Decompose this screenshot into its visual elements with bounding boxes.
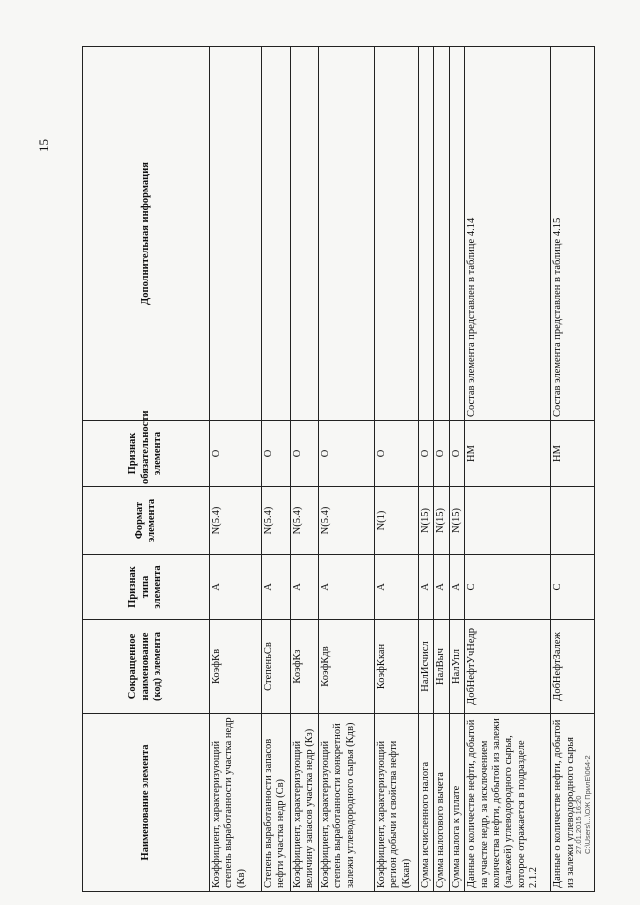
cell-type: С — [465, 555, 551, 620]
cell-format — [465, 487, 551, 555]
cell-required: О — [319, 421, 375, 487]
table-row — [319, 47, 375, 892]
table-row — [419, 47, 434, 892]
cell-name: Сумма налога к уплате — [449, 714, 464, 892]
cell-info — [434, 47, 449, 421]
cell-code: НалУпл — [449, 620, 464, 714]
cell-type: А — [210, 555, 262, 620]
cell-required: О — [210, 421, 262, 487]
table-row — [375, 47, 419, 892]
footer-timestamp: 27.01.2015 16:20 — [574, 795, 583, 854]
cell-name: Коэффициент, характеризующий величину запасов участка недр (Кз) — [291, 714, 319, 892]
cell-required: О — [449, 421, 464, 487]
table-row — [262, 47, 291, 892]
cell-required: О — [375, 421, 419, 487]
cell-info — [262, 47, 291, 421]
cell-required: НМ — [551, 421, 595, 487]
cell-required: О — [419, 421, 434, 487]
cell-type: А — [434, 555, 449, 620]
cell-type: А — [419, 555, 434, 620]
header-type: Признак типа элемента — [83, 555, 210, 620]
table-row — [291, 47, 319, 892]
cell-code: СтепеньСв — [262, 620, 291, 714]
footer-path: С:\Users\...\ОЖ ПрилЕ\064-2 — [583, 755, 593, 854]
cell-code: КоэфКв — [210, 620, 262, 714]
cell-format: N(5.4) — [291, 487, 319, 555]
cell-format: N(1) — [375, 487, 419, 555]
cell-format: N(15) — [434, 487, 449, 555]
cell-code: КоэфКдв — [319, 620, 375, 714]
cell-info: Состав элемента представлен в таблице 4.14 — [465, 47, 551, 421]
table-row — [465, 47, 551, 892]
table-row — [434, 47, 449, 892]
header-info: Дополнительная информация — [83, 47, 210, 421]
cell-required: О — [434, 421, 449, 487]
cell-name: Коэффициент, характеризующий степень выработанности конкретной залежи углеводородного сырья (Кдв) — [319, 714, 375, 892]
cell-name: Данные о количестве нефти, добытой на участке недр, за исключением количества нефти, добытой из залежи (залежей) углеводородного сырья, которое отражается в подразделе 2.1.2 — [465, 714, 551, 892]
header-format: Формат элемента — [83, 487, 210, 555]
header-name: Наименование элемента — [83, 714, 210, 892]
page-number: 15 — [36, 139, 51, 152]
elements-table — [82, 46, 595, 892]
cell-name: Сумма исчисленного налога — [419, 714, 434, 892]
cell-info: Состав элемента представлен в таблице 4.15 — [551, 47, 595, 421]
cell-info — [449, 47, 464, 421]
cell-code: ДобНефтЗалеж — [551, 620, 595, 714]
cell-format: N(5.4) — [319, 487, 375, 555]
cell-code: КоэфКкан — [375, 620, 419, 714]
cell-code: КоэфКз — [291, 620, 319, 714]
cell-required: НМ — [465, 421, 551, 487]
cell-info — [319, 47, 375, 421]
table-header-row — [83, 47, 210, 892]
cell-info — [419, 47, 434, 421]
cell-type: А — [319, 555, 375, 620]
cell-type: А — [449, 555, 464, 620]
cell-type: А — [375, 555, 419, 620]
cell-type: С — [551, 555, 595, 620]
cell-name: Данные о количестве нефти, добытой из залежи углеводородного сырья — [551, 714, 595, 892]
cell-format: N(5.4) — [262, 487, 291, 555]
cell-format: N(15) — [449, 487, 464, 555]
cell-name: Сумма налогового вычета — [434, 714, 449, 892]
cell-code: НалИсчисл — [419, 620, 434, 714]
file-path-footer — [574, 755, 593, 854]
cell-format: N(15) — [419, 487, 434, 555]
cell-code: ДобНефтУчНедр — [465, 620, 551, 714]
table-row — [449, 47, 464, 892]
cell-name: Коэффициент, характеризующий степень выработанности участка недр (Кв) — [210, 714, 262, 892]
cell-name: Степень выработанности запасов нефти участка недр (Св) — [262, 714, 291, 892]
cell-required: О — [262, 421, 291, 487]
header-code: Сокращенное наименование (код) элемента — [83, 620, 210, 714]
cell-type: А — [262, 555, 291, 620]
header-required: Признак обязательности элемента — [83, 421, 210, 487]
cell-type: А — [291, 555, 319, 620]
rotated-table-container — [82, 47, 576, 892]
cell-info — [291, 47, 319, 421]
cell-format: N(5.4) — [210, 487, 262, 555]
cell-code: НалВыч — [434, 620, 449, 714]
cell-name: Коэффициент, характеризующий регион добычи и свойства нефти (Ккан) — [375, 714, 419, 892]
cell-required: О — [291, 421, 319, 487]
cell-format — [551, 487, 595, 555]
table-row — [210, 47, 262, 892]
cell-info — [375, 47, 419, 421]
cell-info — [210, 47, 262, 421]
